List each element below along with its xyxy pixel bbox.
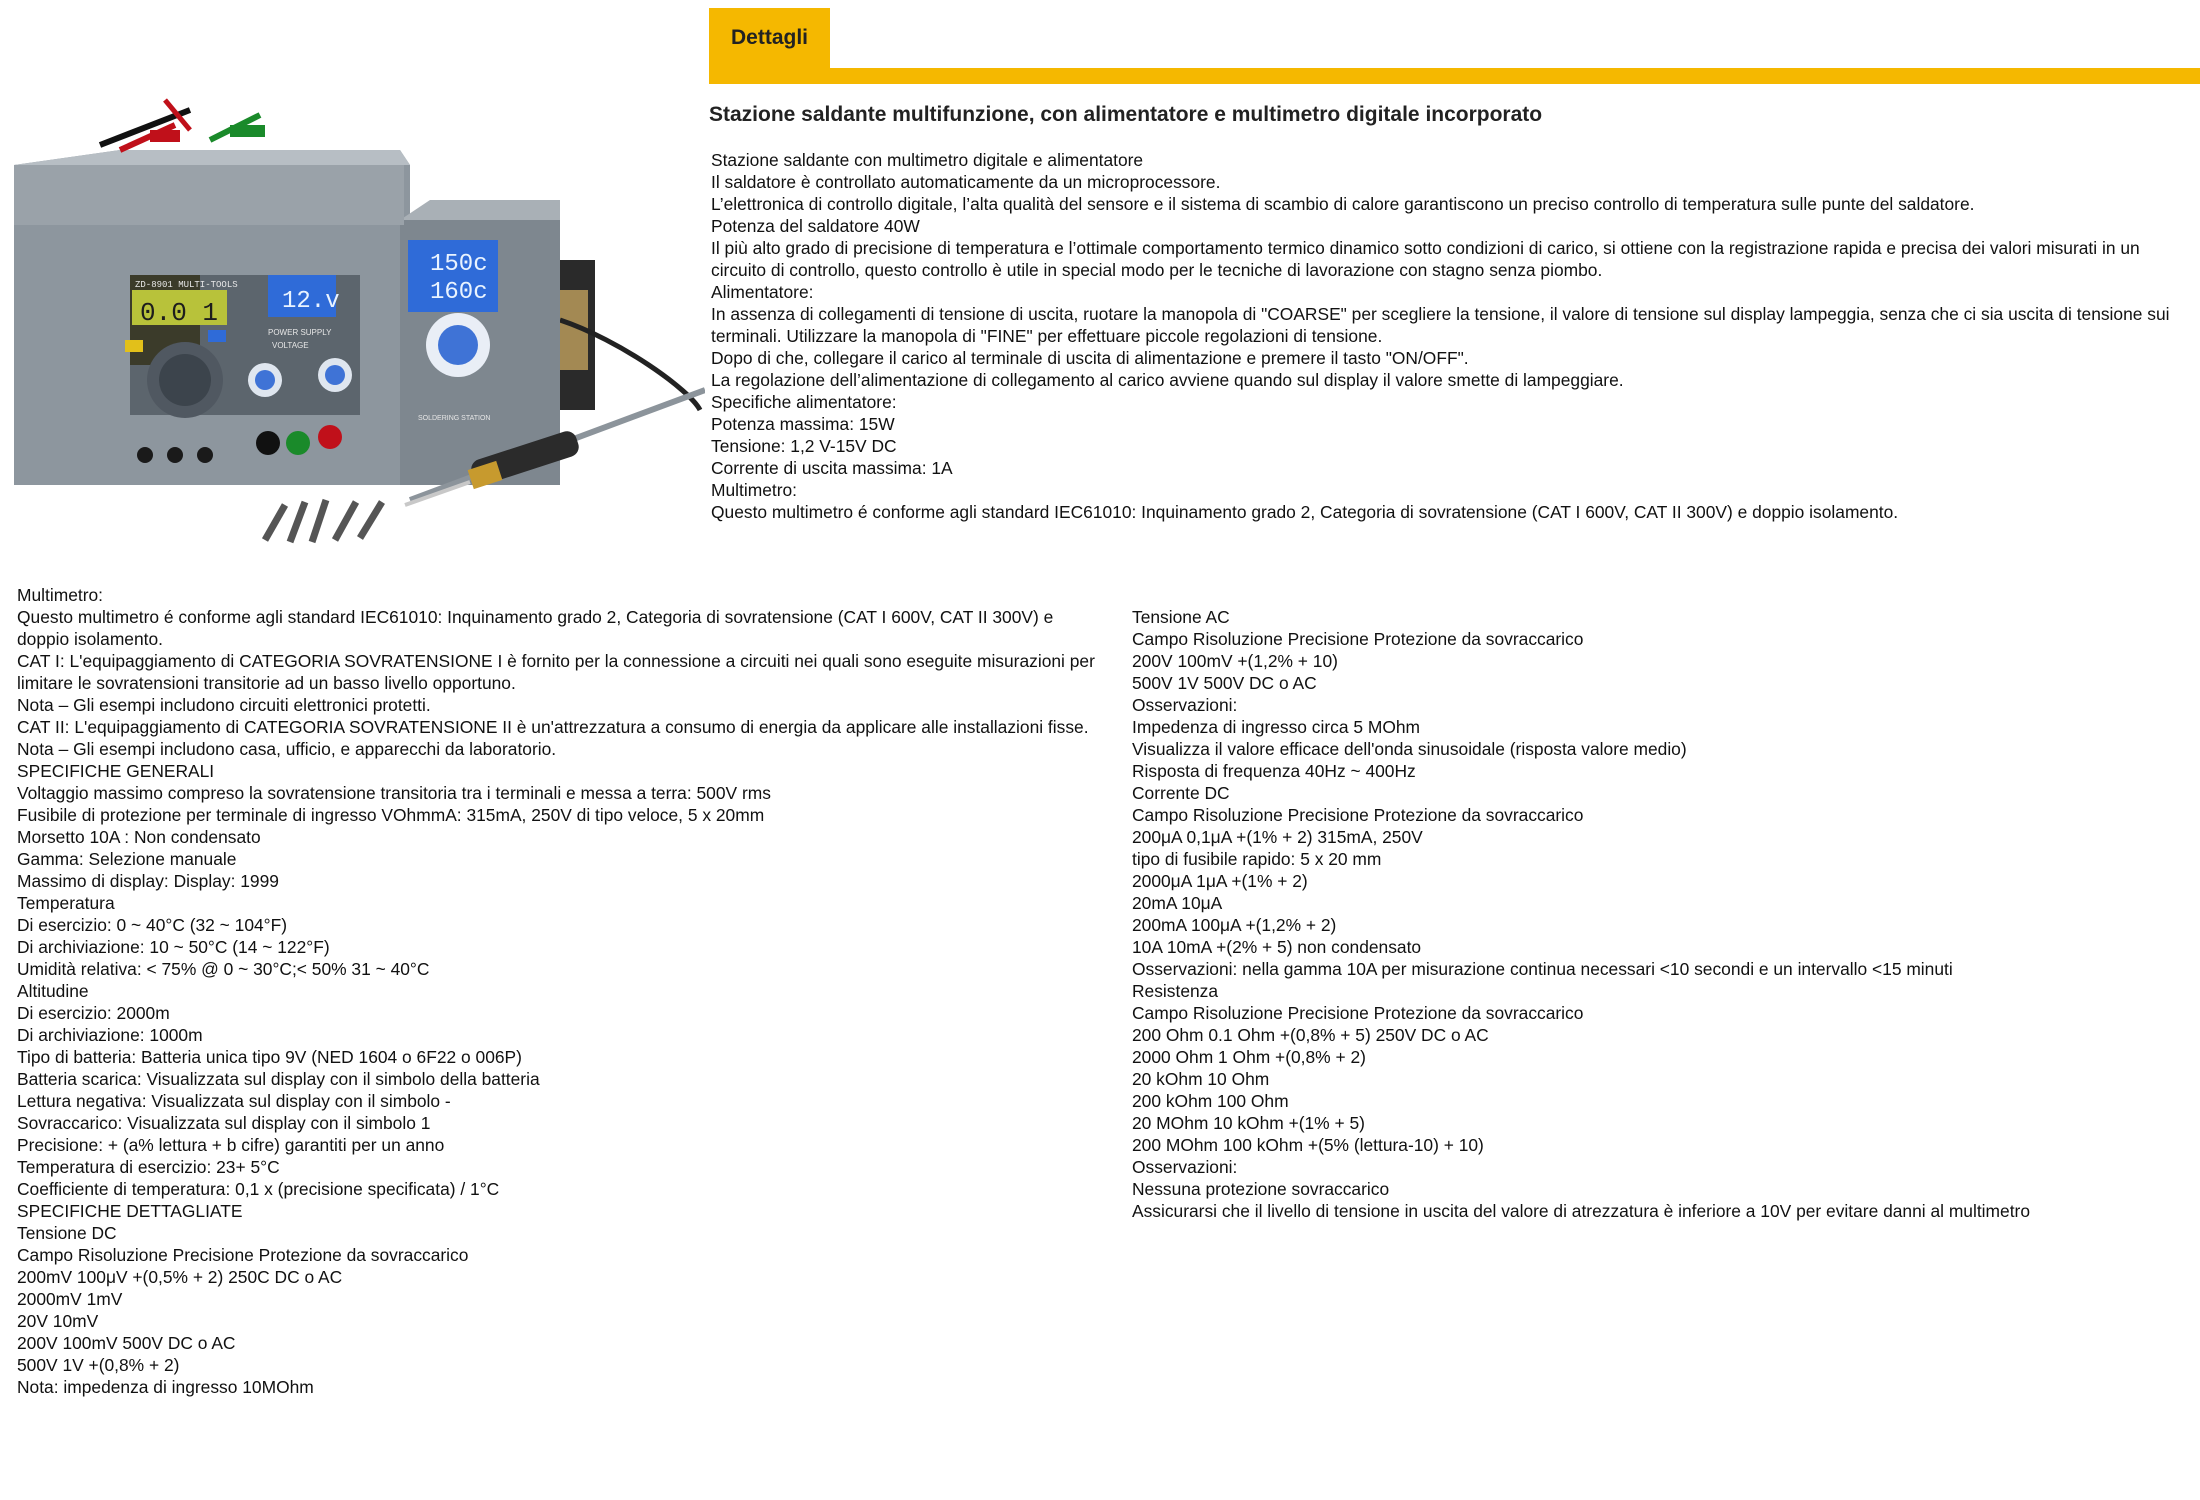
spec-line: Campo Risoluzione Precisione Protezione da sovraccarico xyxy=(17,1245,469,1265)
description-line: Corrente di uscita massima: 1A xyxy=(711,458,953,478)
spec-line: SPECIFICHE DETTAGLIATE xyxy=(17,1201,243,1221)
description-line: Questo multimetro é conforme agli standard IEC61010: Inquinamento grado 2, Categoria di sovratensione (CAT I 600V, CAT II 300V) e doppio isolamento. xyxy=(711,502,1899,522)
spec-line: Osservazioni: xyxy=(1132,1157,1238,1177)
spec-line: Corrente DC xyxy=(1132,783,1230,803)
spec-line: SPECIFICHE GENERALI xyxy=(17,761,215,781)
spec-line: Visualizza il valore efficace dell'onda sinusoidale (risposta valore medio) xyxy=(1132,739,1687,759)
spec-line: Resistenza xyxy=(1132,981,1219,1001)
tab-dettagli-label: Dettagli xyxy=(730,26,808,49)
spec-line: Tipo di batteria: Batteria unica tipo 9V (NED 1604 o 6F22 o 006P) xyxy=(17,1047,522,1067)
spec-line: 200mV 100μV +(0,5% + 2) 250C DC o AC xyxy=(17,1267,343,1287)
spec-line: 200V 100mV 500V DC o AC xyxy=(17,1333,236,1353)
spec-line: 2000μA 1μA +(1% + 2) xyxy=(1132,871,1308,891)
spec-line: 200 MOhm 100 kOhm +(5% (lettura-10) + 10) xyxy=(1132,1135,1484,1155)
spec-line: Temperatura di esercizio: 23+ 5°C xyxy=(17,1157,280,1177)
spec-line: Precisione: + (a% lettura + b cifre) garantiti per un anno xyxy=(17,1135,445,1155)
spec-line: Osservazioni: xyxy=(1132,695,1238,715)
spec-line: CAT I: L'equipaggiamento di CATEGORIA SOVRATENSIONE I è fornito per la connessione a circuiti nei quali sono eseguite misurazioni per limitare le sovratensioni transitorie ad un basso livello opportuno. xyxy=(17,651,1100,693)
spec-line: 200mA 100μA +(1,2% + 2) xyxy=(1132,915,1337,935)
spec-line: Osservazioni: nella gamma 10A per misurazione continua necessari <10 secondi e un intervallo <15 minuti xyxy=(1132,959,1953,979)
meter-display-value: 0.0 1 xyxy=(140,298,219,328)
specs-left-column xyxy=(17,584,1100,1398)
spec-line: 20V 10mV xyxy=(17,1311,99,1331)
spec-line: Campo Risoluzione Precisione Protezione da sovraccarico xyxy=(1132,1003,1584,1023)
temp-set-value: 150c xyxy=(430,251,488,278)
spec-line: 10A 10mA +(2% + 5) non condensato xyxy=(1132,937,1422,957)
spec-line: Nessuna protezione sovraccarico xyxy=(1132,1179,1390,1199)
description-line: Alimentatore: xyxy=(711,282,814,302)
spec-line: Sovraccarico: Visualizzata sul display con il simbolo 1 xyxy=(17,1113,431,1133)
spec-line: Coefficiente di temperatura: 0,1 x (precisione specificata) / 1°C xyxy=(17,1179,500,1199)
spec-line: 2000mV 1mV xyxy=(17,1289,123,1309)
spec-line: Impedenza di ingresso circa 5 MOhm xyxy=(1132,717,1421,737)
spec-line: Tensione DC xyxy=(17,1223,117,1243)
product-description xyxy=(711,149,2191,523)
spec-line: 200μA 0,1μA +(1% + 2) 315mA, 250V xyxy=(1132,827,1423,847)
spec-line: Di esercizio: 0 ~ 40°C (32 ~ 104°F) xyxy=(17,915,288,935)
tab-dettagli[interactable] xyxy=(709,8,830,68)
spec-line: CAT II: L'equipaggiamento di CATEGORIA SOVRATENSIONE II è un'attrezzatura a consumo di energia da applicare alle installazioni fisse. xyxy=(17,717,1089,737)
spec-line: Massimo di display: Display: 1999 xyxy=(17,871,279,891)
description-line: Tensione: 1,2 V-15V DC xyxy=(711,436,897,456)
spec-line: Voltaggio massimo compreso la sovratensione transitoria tra i terminali e messa a terra: 500V rms xyxy=(17,783,771,803)
spec-line: 20mA 10μA xyxy=(1132,893,1223,913)
spec-line: Umidità relativa: < 75% @ 0 ~ 30°C;< 50% 31 ~ 40°C xyxy=(17,959,430,979)
description-line: In assenza di collegamenti di tensione di uscita, ruotare la manopola di "COARSE" per scegliere la tensione, il valore di tensione sul display lampeggia, senza che ci sia uscita di tensione sui terminali. Utilizzare la manopola di "FINE" per effettuare piccole regolazioni di tensione. xyxy=(711,304,2175,346)
psu-display-value: 12.v xyxy=(282,288,340,315)
spec-line: Fusibile di protezione per terminale di ingresso VOhmmA: 315mA, 250V di tipo veloce, 5 x 20mm xyxy=(17,805,765,825)
product-image xyxy=(0,90,705,550)
spec-line: Multimetro: xyxy=(17,585,104,605)
description-line: Specifiche alimentatore: xyxy=(711,392,897,412)
spec-line: Risposta di frequenza 40Hz ~ 400Hz xyxy=(1132,761,1416,781)
power-supply-label: POWER SUPPLY xyxy=(268,328,332,337)
description-line: Multimetro: xyxy=(711,480,798,500)
description-line: Potenza massima: 15W xyxy=(711,414,895,434)
spec-line: 20 kOhm 10 Ohm xyxy=(1132,1069,1270,1089)
spec-line: 500V 1V +(0,8% + 2) xyxy=(17,1355,180,1375)
spec-line: Nota – Gli esempi includono circuiti elettronici protetti. xyxy=(17,695,431,715)
description-line: Il più alto grado di precisione di temperatura e l’ottimale comportamento termico dinamico sotto condizioni di carico, si ottiene con la registrazione rapida e precisa dei valori misurati in un circuito di controllo, questo controllo è utile in special modo per le tecniche di lavorazione con stagno senza piombo. xyxy=(711,238,2145,280)
spec-line: Di archiviazione: 1000m xyxy=(17,1025,203,1045)
spec-line: Temperatura xyxy=(17,893,115,913)
spec-line: 200V 100mV +(1,2% + 10) xyxy=(1132,651,1338,671)
spec-line: Di esercizio: 2000m xyxy=(17,1003,170,1023)
temp-actual-value: 160c xyxy=(430,279,488,306)
spec-line: Di archiviazione: 10 ~ 50°C (14 ~ 122°F) xyxy=(17,937,330,957)
spec-line: Campo Risoluzione Precisione Protezione da sovraccarico xyxy=(1132,805,1584,825)
spec-line: 200 kOhm 100 Ohm xyxy=(1132,1091,1289,1111)
spec-line: 200 Ohm 0.1 Ohm +(0,8% + 5) 250V DC o AC xyxy=(1132,1025,1489,1045)
product-headline: Stazione saldante multifunzione, con alimentatore e multimetro digitale incorporato xyxy=(709,103,1543,126)
spec-line: 2000 Ohm 1 Ohm +(0,8% + 2) xyxy=(1132,1047,1366,1067)
spec-line: Morsetto 10A : Non condensato xyxy=(17,827,261,847)
description-line: Stazione saldante con multimetro digitale e alimentatore xyxy=(711,150,1144,170)
spec-line: Questo multimetro é conforme agli standard IEC61010: Inquinamento grado 2, Categoria di sovratensione (CAT I 600V, CAT II 300V) e doppio isolamento. xyxy=(17,607,1059,649)
spec-line: Altitudine xyxy=(17,981,89,1001)
soldering-station-label: SOLDERING STATION xyxy=(418,415,491,422)
model-label: ZD-8901 MULTI-TOOLS xyxy=(135,280,238,290)
spec-line: Gamma: Selezione manuale xyxy=(17,849,237,869)
description-line: Potenza del saldatore 40W xyxy=(711,216,920,236)
voltage-label: VOLTAGE xyxy=(272,341,309,350)
spec-line: Lettura negativa: Visualizzata sul display con il simbolo - xyxy=(17,1091,451,1111)
spec-line: Assicurarsi che il livello di tensione in uscita del valore di atrezzatura è inferiore a 10V per evitare danni al multimetro xyxy=(1132,1201,2030,1221)
spec-line: tipo di fusibile rapido: 5 x 20 mm xyxy=(1132,849,1382,869)
description-line: Dopo di che, collegare il carico al terminale di uscita di alimentazione e premere il tasto "ON/OFF". xyxy=(711,348,1469,368)
description-line: L’elettronica di controllo digitale, l’alta qualità del sensore e il sistema di scambio di calore garantiscono un preciso controllo di temperatura sulle punte del saldatore. xyxy=(711,194,1975,214)
spec-line: Tensione AC xyxy=(1132,607,1230,627)
spec-line: Batteria scarica: Visualizzata sul display con il simbolo della batteria xyxy=(17,1069,540,1089)
description-line: Il saldatore è controllato automaticamente da un microprocessore. xyxy=(711,172,1221,192)
spec-line: Nota: impedenza di ingresso 10MOhm xyxy=(17,1377,314,1397)
spec-line: 20 MOhm 10 kOhm +(1% + 5) xyxy=(1132,1113,1365,1133)
spec-line: 500V 1V 500V DC o AC xyxy=(1132,673,1317,693)
spec-line: Campo Risoluzione Precisione Protezione da sovraccarico xyxy=(1132,629,1584,649)
tab-underline-bar xyxy=(709,68,2200,84)
spec-line: Nota – Gli esempi includono casa, ufficio, e apparecchi da laboratorio. xyxy=(17,739,557,759)
specs-right-column xyxy=(1132,606,2192,1222)
description-line: La regolazione dell’alimentazione di collegamento al carico avviene quando sul display il valore smette di lampeggiare. xyxy=(711,370,1624,390)
